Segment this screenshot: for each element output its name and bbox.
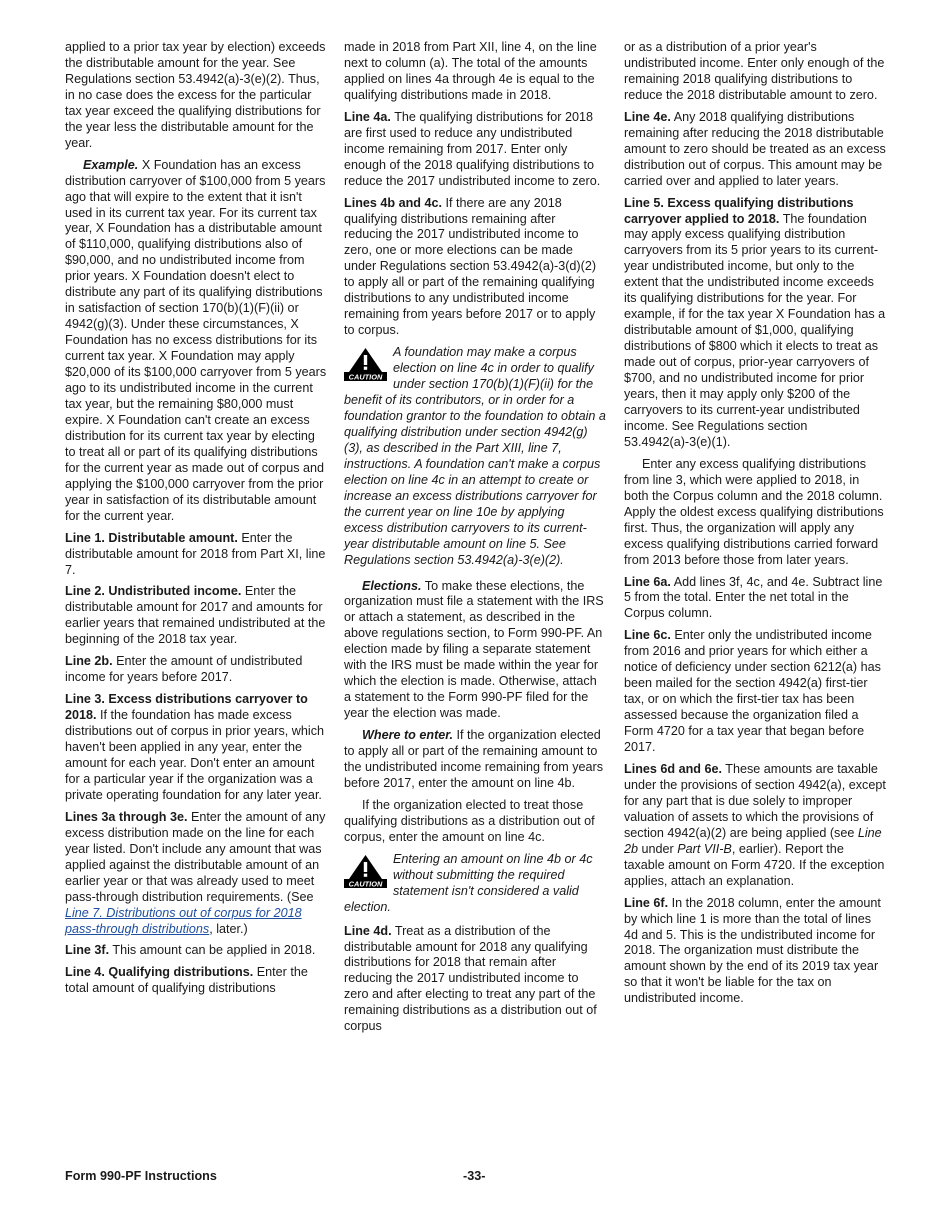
line3-text: If the foundation has made excess distributions out of corpus in prior years, which haven't been applied in any year, enter the amount for each year. Don't enter an amount for a particular year if the organization was a private operating foundation for any later year.: [65, 708, 324, 802]
line3a-text: Enter the amount of any excess distribution made on the line for each year listed. Don't include any amount that was applied against the distributable amount of an earlier year or that was already used to meet pass-through distribution requirements. (See: [65, 809, 326, 904]
caution-text: A foundation may make a corpus election on line 4c in order to qualify under section 170(b)(1)(F)(ii) for the benefit of its contributors, or in order for a foundation grantor to the foundation to obtain a qualifying distribution under section 4942(g)(3), as described in the Part XIII, line 7, instructions. A foundation can't make a corpus election on line 4c in an attempt to create or increase an excess distributions carryover for the current year on line 10e by applying excess distribution carryovers to its current-year distributable amount on line 5. See Regulations section 53.4942(a)-3(e)(2).: [344, 345, 606, 567]
line6c-text: Enter only the undistributed income from 2016 and prior years for which either a notice of deficiency under section 6212(a) has been mailed for the section 4942(a) first-tier tax, or on which the first-tier tax has been assessed because the organization filed a Form 4720 for a tax year that began before 2017.: [624, 628, 881, 755]
paragraph-continued: made in 2018 from Part XII, line 4, on the line next to column (a). The total of the amounts applied on lines 4a through 4e is equal to the qualifying distributions made in 2018.: [344, 40, 597, 102]
line4e-paragraph: [624, 110, 886, 190]
line1-text: Enter the distributable amount for 2018 from Part XI, line 7.: [65, 530, 326, 577]
caution-note-corpus-election: [344, 345, 606, 568]
column-3: [624, 40, 886, 1013]
line4a-heading: Line 4a.: [344, 109, 391, 124]
line2b-heading: Line 2b.: [65, 654, 113, 669]
line5-text: The foundation may apply excess qualifying distribution carryovers from its 5 prior years to its current-year undistributed income, but only to the extent that the undistributed income exceeds its qualifying distributions for the year. For example, if for the tax year X Foundation has a distributable amount of $1,000, qualifying distributions of $800 which it elects to treat as made out of corpus, prior-year carryovers of $700, and no undistributed income for prior years, then it may apply only $200 of the carryovers to its current-year undistributed income. See Regulations section 53.4942(a)-3(e)(1).: [624, 211, 886, 449]
where-to-enter-paragraph: [344, 728, 606, 792]
line3a-paragraph: [65, 810, 327, 938]
line6de-ref-part7b: Part VII-B: [677, 841, 732, 856]
line6f-paragraph: [624, 896, 886, 1008]
line4-heading: Line 4. Qualifying distributions.: [65, 965, 254, 980]
caution-label: CAUTION: [348, 372, 383, 382]
line3-heading: Line 3. Excess distributions carryover to 2018.: [65, 692, 308, 723]
line3a-heading: Lines 3a through 3e.: [65, 809, 188, 824]
line4a-paragraph: [344, 110, 606, 190]
where-to-enter-text: If the organization elected to apply all or part of the remaining amount to the undistributed income remaining from years before 2017, enter the amount on line 4b.: [344, 728, 603, 790]
example-paragraph: [65, 158, 327, 525]
line4bc-heading: Lines 4b and 4c.: [344, 195, 442, 210]
column-1: [65, 40, 327, 1003]
line4d-paragraph: [344, 924, 606, 1036]
line6a-heading: Line 6a.: [624, 574, 671, 589]
where-to-enter-label: Where to enter.: [362, 728, 453, 743]
line4a-text: The qualifying distributions for 2018 are first used to reduce any undistributed income remaining from 2017. Enter only enough of the 2018 qualifying distributions to reduce the 2017 undistributed income to zero.: [344, 109, 601, 188]
line4e-text: Any 2018 qualifying distributions remaining after reducing the 2018 distributable amount to zero should be treated as an excess distribution out of corpus. This amount may be carried over and applied to later years.: [624, 109, 886, 188]
example-text: X Foundation has an excess distribution carryover of $100,000 from 5 years ago that will expire to the extent that it isn't used in its current tax year. For its current tax year, X Foundation has a distributable amount of $110,000, qualifying distributions also of $90,000, and no undistributed income from prior years. X Foundation doesn't elect to distribute any part of its qualifying distributions in satisfaction of section 170(b)(1)(F)(ii) or 4942(g)(3). Under these circumstances, X Foundation has no excess distributions for its current tax year. X Foundation may apply $20,000 of its $100,000 carryover from 5 years ago to its undistributed income in the current tax year, but the remaining $80,000 must expire. X Foundation can't create an excess distribution for its current tax year by electing to treat all or part of its qualifying distributions for the current year as made out of corpus and applying the $100,000 carryover from the prior year in satisfaction of its distributable amount for the current year.: [65, 157, 327, 523]
line2-text: Enter the distributable amount for 2017 and amounts for earlier years that remained undistributed at the beginning of the 2018 tax year.: [65, 584, 326, 647]
line2b-paragraph: [65, 654, 327, 686]
line5-paragraph-2: Enter any excess qualifying distributions from line 3, which were applied to 2018, in both the Corpus column and the 2018 column. Apply the oldest excess qualifying distributions first. Thus, the organization will apply any excess qualifying distributions carried forward from 2013 before those from later years.: [624, 456, 884, 567]
caution-text: Entering an amount on line 4b or 4c without submitting the required statement isn't considered a valid election.: [344, 851, 593, 914]
footer-form-name: Form 990-PF Instructions: [65, 1169, 217, 1183]
line6c-paragraph: [624, 628, 886, 756]
line7-distributions-link[interactable]: Line 7. Distributions out of corpus for 2018 pass-through distributions: [65, 905, 302, 936]
line3a-tail: , later.): [209, 921, 248, 936]
line3f-paragraph: [65, 943, 327, 959]
line6c-heading: Line 6c.: [624, 628, 671, 643]
caution-icon: [344, 347, 387, 381]
line4bc-text: If there are any 2018 qualifying distributions remaining after reducing the 2017 undistributed income to zero, one or more elections can be made under Regulations section 53.4942(a)-3(d)(2) to apply all or part of the remaining qualifying distributions to any undistributed income remaining from years before 2017 or to apply to corpus.: [344, 195, 597, 338]
line2-paragraph: [65, 584, 327, 648]
line6de-text-3: , earlier). Report the taxable amount on Form 4720. If the exception applies, attach an explanation.: [624, 841, 885, 888]
footer-page-number: -33-: [463, 1169, 486, 1183]
line4-text: Enter the total amount of qualifying distributions: [65, 965, 308, 996]
line4d-text: Treat as a distribution of the distributable amount for 2018 any qualifying distributions for 2018 that remain after reducing the 2017 undistributed income to zero and after electing to treat any part of the remaining distributions as a distribution out of corpus: [344, 923, 597, 1034]
caution-label: CAUTION: [348, 879, 383, 888]
line5-paragraph: [624, 196, 886, 451]
line6a-text: Add lines 3f, 4c, and 4e. Subtract line 5 from the total. Enter the net total in the Corpus column.: [624, 574, 883, 621]
line3f-text: This amount can be applied in 2018.: [112, 943, 316, 958]
line6a-paragraph: [624, 575, 886, 623]
elections-label: Elections.: [362, 578, 422, 593]
line4bc-paragraph: [344, 196, 606, 340]
line1-heading: Line 1. Distributable amount.: [65, 530, 238, 545]
line6de-text-2: under: [641, 841, 674, 856]
line5-heading: Line 5. Excess qualifying distributions carryover applied to 2018.: [624, 195, 854, 226]
caution-icon: [344, 854, 387, 888]
line6de-text-1: These amounts are taxable under the provisions of section 4942(a), except for any part that is due solely to improper valuation of assets to which the provisions of section 4942(a)(2) are being applied (see: [624, 761, 886, 840]
paragraph-continued: applied to a prior tax year by election) exceeds the distributable amount for the year. See Regulations section 53.4942(a)-3(e)(2). Thus, in no case does the excess for the particular tax year exceed the qualifying distributions for the year less the distributable amount for the year.: [65, 40, 326, 150]
elections-text: To make these elections, the organization must file a statement with the IRS or attach a statement, as described in the above regulations section, to Form 990-PF. An election made by filing a separate statement with the IRS must be made within the year for which the election is made. Otherwise, attach a statement to the Form 990-PF filed for the year the election was made.: [344, 578, 604, 721]
line3-paragraph: [65, 692, 327, 804]
elections-paragraph: [344, 579, 606, 723]
caution-note-statement: [344, 852, 606, 916]
corpus-paragraph: If the organization elected to treat those qualifying distributions as a distribution out of corpus, enter the amount on line 4c.: [344, 797, 595, 844]
line6f-heading: Line 6f.: [624, 895, 669, 910]
line4e-heading: Line 4e.: [624, 109, 671, 124]
line2-heading: Line 2. Undistributed income.: [65, 584, 242, 599]
line6de-ref-line2b: Line 2b: [624, 825, 882, 856]
line4d-heading: Line 4d.: [344, 923, 392, 938]
line6f-text: In the 2018 column, enter the amount by which line 1 is more than the total of lines 4d and 5. This is the undistributed income for 2018. The organization must distribute the amount shown by the end of its 2019 tax year so that it won't be liable for the tax on undistributed income.: [624, 895, 881, 1006]
column-2: [344, 40, 606, 1041]
line6de-heading: Lines 6d and 6e.: [624, 761, 722, 776]
paragraph-continued: or as a distribution of a prior year's undistributed income. Enter only enough of the remaining 2018 qualifying distributions to reduce the 2018 distributable amount to zero.: [624, 40, 885, 102]
line3f-heading: Line 3f.: [65, 943, 110, 958]
line2b-text: Enter the amount of undistributed income for years before 2017.: [65, 654, 303, 685]
line1-paragraph: [65, 531, 327, 579]
line6de-paragraph: [624, 762, 886, 890]
example-label: Example.: [83, 157, 139, 172]
line4-paragraph: [65, 965, 327, 997]
